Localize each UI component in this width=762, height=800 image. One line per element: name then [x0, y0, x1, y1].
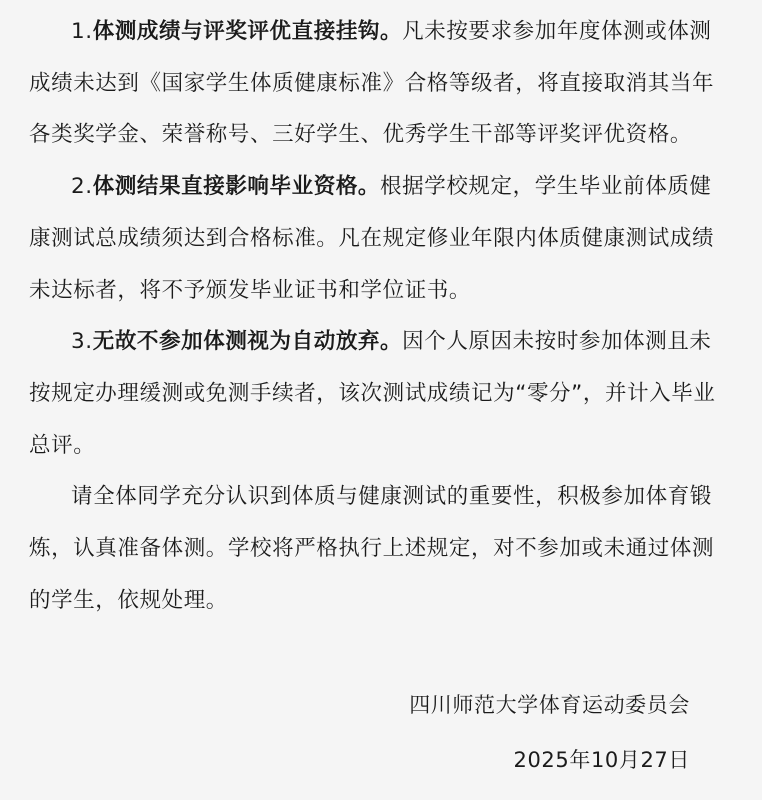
- rule-heading: 无故不参加体测视为自动放弃。: [92, 329, 403, 355]
- rule-paragraph-3: [29, 316, 724, 471]
- closing-paragraph: 请全体同学充分认识到体质与健康测试的重要性，积极参加体育锻炼，认真准备体测。学校将严格执行上述规定，对不参加或未通过体测的学生，依规处理。: [29, 484, 715, 613]
- rule-number: 3.: [71, 329, 93, 355]
- rule-heading: 体测成绩与评奖评优直接挂钩。: [92, 19, 403, 44]
- signature: 四川师范大学体育运动委员会: [409, 693, 690, 717]
- rule-paragraph-2: [29, 161, 724, 316]
- rule-body: 根据学校规定，学生毕业前体质健康测试总成绩须达到合格标准。凡在规定修业年限内体质健康测试成绩未达标者，将不予颁发毕业证书和学位证书。: [29, 174, 715, 303]
- rule-paragraph-1: [29, 6, 724, 161]
- rule-number: 2.: [71, 174, 93, 200]
- signature-block: [409, 693, 690, 772]
- rule-number: 1.: [71, 19, 93, 44]
- rule-heading: 体测结果直接影响毕业资格。: [92, 174, 381, 200]
- date: 2025年10月27日: [513, 748, 690, 772]
- rule-body: 凡未按要求参加年度体测或体测成绩未达到《国家学生体质健康标准》合格等级者，将直接取消其当年各类奖学金、荣誉称号、三好学生、优秀学生干部等评奖评优资格。: [29, 19, 715, 148]
- rule-body: 因个人原因未按时参加体测且未按规定办理缓测或免测手续者，该次测试成绩记为“零分”，并计入毕业总评。: [29, 329, 716, 458]
